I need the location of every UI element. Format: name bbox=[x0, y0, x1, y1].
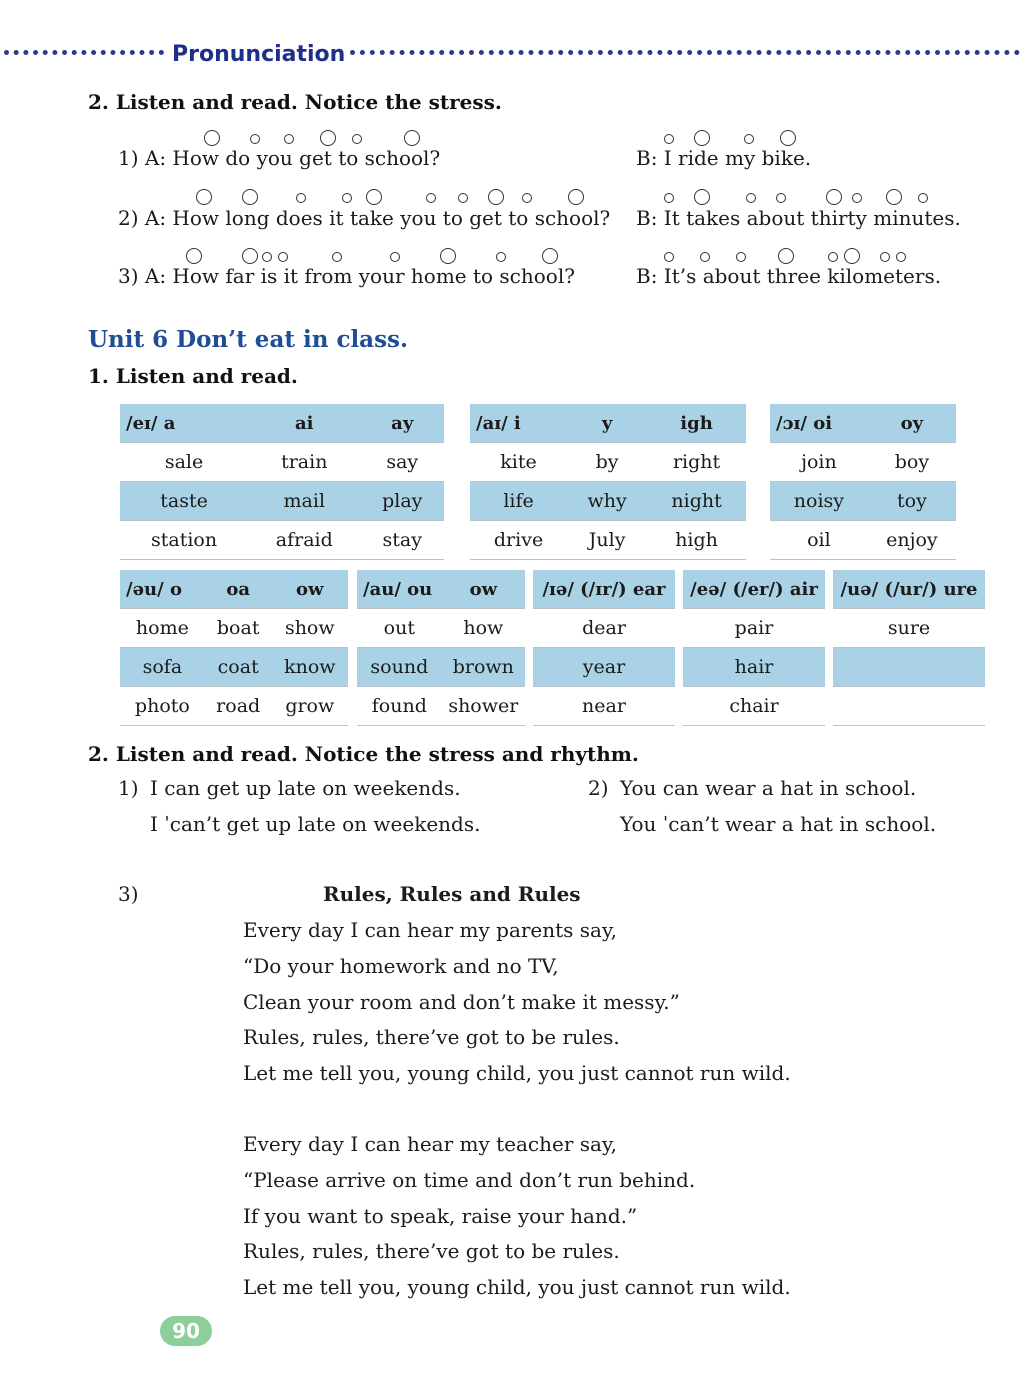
dialogue-b: B: It’s about three kilometers. bbox=[636, 264, 942, 288]
item-label: 3) bbox=[118, 882, 139, 906]
dialogue-a: 1) A: How do you get to school? bbox=[118, 146, 441, 170]
stress-marks bbox=[186, 248, 566, 264]
sentence: You can wear a hat in school. bbox=[620, 776, 917, 800]
table-cell: sound bbox=[357, 648, 442, 687]
table-cell: dear bbox=[533, 609, 675, 648]
table-cell: station bbox=[120, 521, 248, 560]
table-header: ow bbox=[272, 570, 348, 609]
table-cell: taste bbox=[120, 482, 248, 521]
table-cell: pair bbox=[683, 609, 825, 648]
stress-marks bbox=[664, 248, 924, 264]
section-title: Pronunciation bbox=[172, 42, 346, 67]
table-cell: photo bbox=[120, 687, 205, 726]
table-header: /ɔɪ/ oi bbox=[770, 404, 868, 443]
table-cell: brown bbox=[442, 648, 525, 687]
table-cell: hair bbox=[683, 648, 825, 687]
stress-marks bbox=[196, 189, 596, 205]
table-cell: out bbox=[357, 609, 442, 648]
header-dots-right bbox=[350, 50, 1020, 55]
table-cell: sofa bbox=[120, 648, 205, 687]
phonics-table bbox=[770, 404, 956, 560]
table-cell: boy bbox=[868, 443, 956, 482]
table-cell: stay bbox=[360, 521, 444, 560]
exercise-heading-listen: 1. Listen and read. bbox=[88, 364, 298, 388]
table-cell: grow bbox=[272, 687, 348, 726]
stress-marks bbox=[204, 130, 444, 146]
table-cell: sale bbox=[120, 443, 248, 482]
table-cell: know bbox=[272, 648, 348, 687]
table-header: /aɪ/ i bbox=[470, 404, 567, 443]
phonics-table bbox=[470, 404, 746, 560]
dialogue-a: 3) A: How far is it from your home to school? bbox=[118, 264, 575, 288]
table-cell: found bbox=[357, 687, 442, 726]
table-header: /eɪ/ a bbox=[120, 404, 248, 443]
table-header: /au/ ou bbox=[357, 570, 442, 609]
exercise-heading-stress: 2. Listen and read. Notice the stress. bbox=[88, 90, 502, 114]
table-cell: afraid bbox=[248, 521, 360, 560]
poem-line: Rules, rules, there’ve got to be rules. bbox=[243, 1025, 620, 1049]
table-cell: kite bbox=[470, 443, 567, 482]
table-cell: shower bbox=[442, 687, 525, 726]
table-cell: by bbox=[567, 443, 647, 482]
table-cell: home bbox=[120, 609, 205, 648]
table-cell: road bbox=[205, 687, 272, 726]
phonics-table bbox=[120, 404, 444, 560]
table-cell: play bbox=[360, 482, 444, 521]
header-dots-left bbox=[4, 50, 164, 55]
table-cell: life bbox=[470, 482, 567, 521]
exercise-heading-rhythm: 2. Listen and read. Notice the stress and rhythm. bbox=[88, 742, 639, 766]
phonics-table bbox=[683, 570, 825, 726]
phonics-table bbox=[120, 570, 348, 726]
table-header: igh bbox=[647, 404, 746, 443]
poem-line: Every day I can hear my parents say, bbox=[243, 918, 617, 942]
poem-title: Rules, Rules and Rules bbox=[323, 882, 581, 906]
unit-title: Unit 6 Don’t eat in class. bbox=[88, 326, 408, 353]
sentence: You ˈcan’t wear a hat in school. bbox=[620, 812, 937, 836]
poem-line: “Please arrive on time and don’t run behind. bbox=[243, 1168, 696, 1192]
table-header: /əu/ o bbox=[120, 570, 205, 609]
table-header: /ɪə/ (/ɪr/) ear bbox=[533, 570, 675, 609]
table-cell: chair bbox=[683, 687, 825, 726]
table-header: oa bbox=[205, 570, 272, 609]
table-cell: coat bbox=[205, 648, 272, 687]
table-header: ai bbox=[248, 404, 360, 443]
table-header: ow bbox=[442, 570, 525, 609]
table-cell: drive bbox=[470, 521, 567, 560]
poem-line: Clean your room and don’t make it messy.” bbox=[243, 990, 680, 1014]
table-cell: near bbox=[533, 687, 675, 726]
table-header: /eə/ (/er/) air bbox=[683, 570, 825, 609]
table-cell: oil bbox=[770, 521, 868, 560]
table-header: ay bbox=[360, 404, 444, 443]
poem-line: “Do your homework and no TV, bbox=[243, 954, 559, 978]
table-cell: enjoy bbox=[868, 521, 956, 560]
table-header: y bbox=[567, 404, 647, 443]
item-label: 2) bbox=[588, 776, 609, 800]
table-cell: boat bbox=[205, 609, 272, 648]
table-header: oy bbox=[868, 404, 956, 443]
table-cell: how bbox=[442, 609, 525, 648]
poem-line: Let me tell you, young child, you just cannot run wild. bbox=[243, 1061, 791, 1085]
table-header: /uə/ (/ur/) ure bbox=[833, 570, 985, 609]
poem-line: If you want to speak, raise your hand.” bbox=[243, 1204, 638, 1228]
table-cell: toy bbox=[868, 482, 956, 521]
table-cell: mail bbox=[248, 482, 360, 521]
table-cell bbox=[833, 687, 985, 726]
table-cell: year bbox=[533, 648, 675, 687]
table-cell: why bbox=[567, 482, 647, 521]
table-cell: show bbox=[272, 609, 348, 648]
stress-marks bbox=[664, 130, 804, 146]
phonics-table bbox=[533, 570, 675, 726]
dialogue-a: 2) A: How long does it take you to get to school? bbox=[118, 206, 611, 230]
phonics-table bbox=[357, 570, 525, 726]
stress-marks bbox=[664, 189, 944, 205]
table-cell: night bbox=[647, 482, 746, 521]
sentence: I ˈcan’t get up late on weekends. bbox=[150, 812, 481, 836]
page-number-badge: 90 bbox=[160, 1316, 212, 1346]
table-cell bbox=[833, 648, 985, 687]
poem-line: Every day I can hear my teacher say, bbox=[243, 1132, 617, 1156]
table-cell: join bbox=[770, 443, 868, 482]
poem-line: Let me tell you, young child, you just cannot run wild. bbox=[243, 1275, 791, 1299]
table-cell: say bbox=[360, 443, 444, 482]
table-cell: sure bbox=[833, 609, 985, 648]
table-cell: high bbox=[647, 521, 746, 560]
table-cell: July bbox=[567, 521, 647, 560]
dialogue-b: B: I ride my bike. bbox=[636, 146, 812, 170]
poem-line: Rules, rules, there’ve got to be rules. bbox=[243, 1239, 620, 1263]
dialogue-b: B: It takes about thirty minutes. bbox=[636, 206, 961, 230]
table-cell: noisy bbox=[770, 482, 868, 521]
phonics-table bbox=[833, 570, 985, 726]
table-cell: right bbox=[647, 443, 746, 482]
sentence: I can get up late on weekends. bbox=[150, 776, 461, 800]
table-cell: train bbox=[248, 443, 360, 482]
item-label: 1) bbox=[118, 776, 139, 800]
